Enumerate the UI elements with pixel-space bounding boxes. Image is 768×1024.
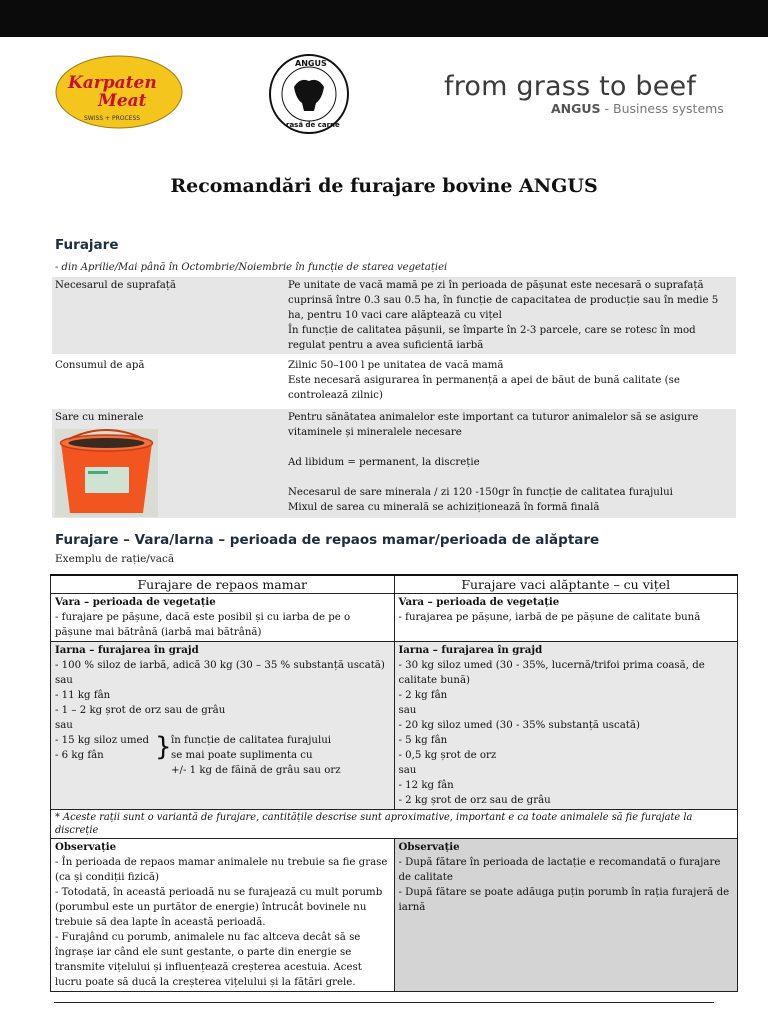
obs-left-cell: Observație - În perioada de repaos mamar animalele nu trebuie sa fie grase (ca și condiții fizică) - Totodată, în această perioadă nu se furajează cu mult porumb (porumbul este un purtător de energie) întrucât bovinele nu trebuie să dea lapte în această perioadă. - Furajând cu porumb, animalele nu fac altceva decât să se îngrașe iar când ele sunt gestante, o parte din energie se transmite vițelului și influențează creșterea acestuia. Acest lucru poate să ducă la creșterea vițelului și la fătări grele. xyxy=(51,839,395,992)
table-row xyxy=(52,354,736,409)
svg-text:SWISS + PROCESS: SWISS + PROCESS xyxy=(84,115,141,122)
svg-text:rasă de carne: rasă de carne xyxy=(286,121,340,129)
footnote: * Aceste rații sunt o variantă de furajare, cantitățile descrise sunt aproximative, important e ca toate animalele să fie furajate la discreție xyxy=(51,810,738,839)
summer-right-cell: Vara – perioada de vegetație - furajarea pe pășune, iarbă de pe pășune de calitate bună xyxy=(394,594,738,642)
row-content: Zilnic 50–100 l pe unitatea de vacă mamă Este necesară asigurarea în permanență a apei de băut de bună calitate (se controlează zilnic) xyxy=(288,360,680,401)
svg-text:ANGUS: ANGUS xyxy=(295,59,327,68)
winter-left-cell: Iarna – furajarea în grajd - 100 % siloz de iarbă, adică 30 kg (30 – 35 % substanță uscată) sau - 11 kg fân - 1 – 2 kg șrot de orz sau de grâu sau - 15 kg siloz umed - 6 kg fân } în funcție de calitatea furajului se mai poate suplimenta cu +/- 1 kg de făină de grâu sau orz xyxy=(51,642,395,810)
mineral-bucket-image xyxy=(55,429,158,517)
season-note: - din Aprilie/Mai până în Octombrie/Noiembrie în funcție de starea vegetației xyxy=(55,262,448,273)
page-title: Recomandări de furajare bovine ANGUS xyxy=(170,175,598,197)
top-bar xyxy=(0,0,768,37)
table-row-summer xyxy=(51,594,738,642)
bottom-divider xyxy=(54,1002,714,1003)
row-label: Sare cu minerale xyxy=(52,409,282,518)
row-content: Pe unitate de vacă mamă pe zi în perioada de pășunat este necesară o suprafață cuprinsă între 0.3 sau 0.5 ha, în funcție de capacitatea de producție sau în medie 5 ha, pentru 10 vaci care alăptează cu vițel În funcție de calitatea pășunii, se împarte în 2-3 parcele, care se rotesc în mod regulat pentru a avea suficientă iarbă xyxy=(282,277,736,354)
table-row-winter xyxy=(51,642,738,810)
brand-tagline xyxy=(444,72,734,116)
svg-text:Meat: Meat xyxy=(98,91,147,111)
ration-table xyxy=(50,574,738,992)
row-label: Consumul de apă xyxy=(55,360,145,371)
column-header-repaos: Furajare de repaos mamar xyxy=(51,575,395,594)
curly-brace: } xyxy=(155,732,172,762)
table-footnote-row xyxy=(51,810,738,839)
table-header-row xyxy=(51,575,738,594)
feeding-requirements-table xyxy=(52,277,736,518)
winter-right-cell: Iarna – furajarea în grajd - 30 kg siloz umed (30 - 35%, lucernă/trifoi prima coasă, de calitate bună) - 2 kg fân sau - 20 kg siloz umed (30 - 35% substanță uscată) - 5 kg fân - 0,5 kg șrot de orz sau - 12 kg fân - 2 kg șrot de orz sau de grâu xyxy=(394,642,738,810)
ration-example-label: Exemplu de rație/vacă xyxy=(55,553,175,565)
brace-group: - 15 kg siloz umed - 6 kg fân } în funcție de calitatea furajului se mai poate suplimenta cu xyxy=(55,732,332,762)
angus-seal-logo xyxy=(268,53,350,135)
tagline-main: from grass to beef xyxy=(444,71,697,102)
tagline-sub: ANGUS - Business systems xyxy=(551,101,724,116)
row-label: Necesarul de suprafață xyxy=(52,277,282,354)
obs-right-cell: Observație - După fătare în perioada de lactație e recomandată o furajare de calitate - După fătare se poate adăuga puțin porumb în rația furajeră de iarnă xyxy=(394,839,738,992)
row-content: Pentru sănătatea animalelor este important ca tuturor animalelor să se asigure vitaminele și mineralele necesare Ad libidum = permanent, la discreție Necesarul de sare minerala / zi 120 -150gr în funcție de calitatea furajului Mixul de sarea cu minerală se achiziționează în formă finală xyxy=(282,409,736,518)
table-row xyxy=(52,277,736,354)
karpaten-meat-logo xyxy=(54,54,184,130)
section-heading-furajare: Furajare xyxy=(55,237,119,253)
table-row xyxy=(52,409,736,518)
summer-left-cell: Vara – perioada de vegetație - furajare pe pășune, dacă este posibil și cu iarba de pe o pășune mai bătrână (iarbă mai bătrână) xyxy=(51,594,395,642)
svg-text:Karpaten: Karpaten xyxy=(68,73,157,93)
table-row-observations xyxy=(51,839,738,992)
column-header-alaptante: Furajare vaci alăptante – cu vițel xyxy=(394,575,738,594)
section-heading-vara-iarna: Furajare – Vara/Iarna – perioada de repaos mamar/perioada de alăptare xyxy=(55,532,600,548)
